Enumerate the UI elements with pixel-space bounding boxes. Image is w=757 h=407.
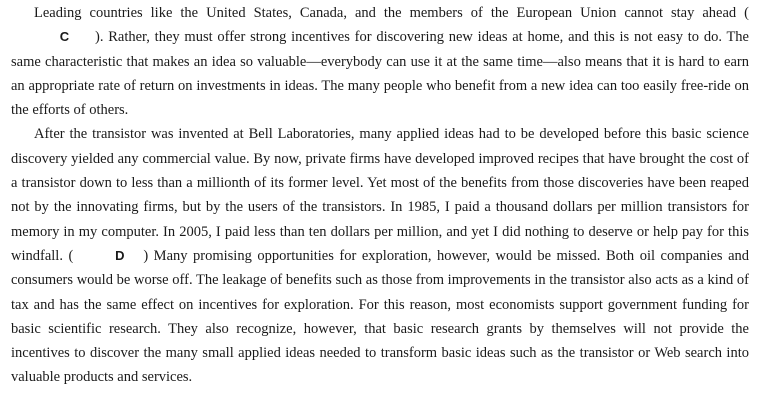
paragraph-1-text-before-blank: Leading countries like the United States, Canada, and the members of the European Union cannot stay ahead ( — [34, 5, 749, 21]
answer-blank-c: C — [59, 29, 70, 45]
answer-blank-d: D — [115, 247, 125, 263]
paragraph-1 — [11, 1, 749, 122]
paragraph-1-text-after-blank: ). Rather, they must offer strong incentives for discovering new ideas at home, and this is not easy to do. The same characteristic that makes an idea so valuable—everybody can use it at the same time—also means that it is hard to earn an appropriate rate of return on investments in ideas. The many people who benefit from a new idea can too easily free-ride on the efforts of others. — [11, 29, 749, 119]
paragraph-2-text-before-blank: After the transistor was invented at Bell Laboratories, many applied ideas had to be developed before this basic science discovery yielded any commercial value. By now, private firms have developed improved recipes that have brought the cost of a transistor down to less than a millionth of its former level. Yet most of the benefits from those discoveries have been reaped not by the innovating firms, but by the users of the transistors. In 1985, I paid a thousand dollars per million transistors for memory in my computer. In 2005, I paid less than ten dollars per million, and yet I did nothing to deserve or help pay for this windfall. ( — [11, 126, 749, 264]
paragraph-2-text-after-blank: ) Many promising opportunities for exploration, however, would be missed. Both oil companies and consumers would be worse off. The leakage of benefits such as those from improvements in the transistor also acts as a kind of tax and has the same effect on incentives for exploration. For this reason, most economists support government funding for basic scientific research. They also recognize, however, that basic research grants by themselves will not provide the incentives to discover the many small applied ideas needed to transform basic ideas such as the transistor or Web search into valuable products and services. — [11, 247, 749, 386]
paragraph-2 — [11, 122, 749, 389]
